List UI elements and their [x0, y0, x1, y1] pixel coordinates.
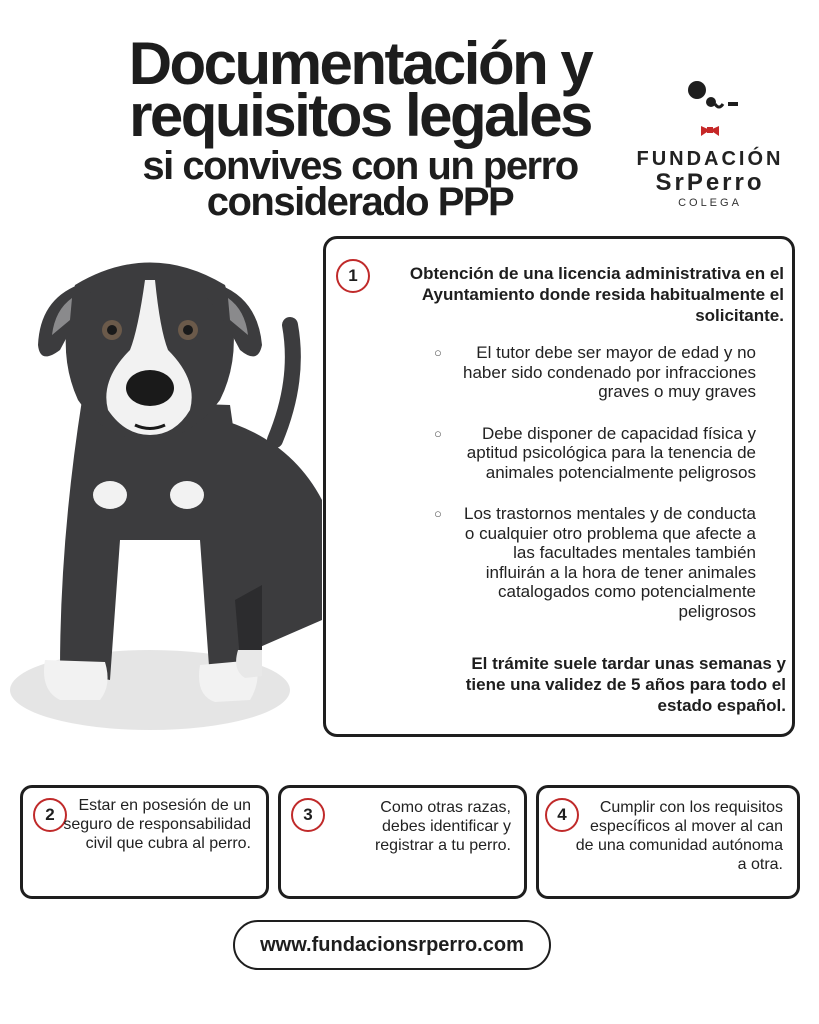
requirements-list [434, 343, 756, 643]
logo-name-line-1: FUNDACIÓN [636, 148, 784, 170]
insurance-box [20, 785, 269, 899]
travel-requirements-text: Cumplir con los requisitos específicos al mover al can de una comunidad autónoma a otra. [575, 799, 783, 873]
fundacion-logo [625, 80, 795, 209]
title-line-4: considerado PPP [206, 180, 514, 224]
license-requirements-box [323, 236, 795, 737]
bullet-circle-icon: ○ [434, 425, 442, 441]
title-line-3: si convives con un perro [142, 144, 578, 188]
bullet-circle-icon: ○ [434, 345, 442, 360]
travel-requirements-box [536, 785, 800, 899]
step-number-1: 1 [336, 259, 370, 293]
website-link[interactable]: www.fundacionsrperro.com [233, 920, 551, 970]
dog-illustration [0, 240, 330, 740]
list-item-text: El tutor debe ser mayor de edad y no haber sido condenado por infracciones graves o muy graves [463, 343, 756, 401]
insurance-text: Estar en posesión de un seguro de responsabilidad civil que cubra al perro. [63, 797, 251, 852]
bullet-circle-icon: ○ [434, 506, 442, 521]
identification-text: Como otras razas, debes identificar y registrar a tu perro. [374, 799, 511, 854]
title-line-2: requisitos legales [129, 82, 591, 149]
list-item [434, 424, 756, 483]
identification-box [278, 785, 527, 899]
list-item-text: Debe disponer de capacidad física y aptitud psicológica para la tenencia de animales potencialmente peligrosos [466, 423, 756, 482]
logo-name-line-2: SrPerro [655, 169, 765, 196]
step-number-3: 3 [291, 798, 325, 832]
step-number-4: 4 [545, 798, 579, 832]
procedure-note: El trámite suele tardar unas semanas y tiene una validez de 5 años para todo el estado español. [465, 654, 786, 715]
dog-face-bowtie-icon [675, 80, 745, 144]
page-title [70, 30, 650, 224]
list-item-text: Los trastornos mentales y de conducta o cualquier otro problema que afecte a las facultades mentales también influirán a la hora de tener animales catalogados como potencialmente peligrosos [464, 504, 756, 621]
list-item [434, 504, 756, 621]
title-line-1: Documentación y [128, 30, 592, 97]
step-number-2: 2 [33, 798, 67, 832]
license-heading: Obtención de una licencia administrativa en el Ayuntamiento donde resida habitualmente el solicitante. [409, 264, 784, 325]
logo-tagline: COLEGA [678, 197, 742, 209]
list-item [434, 343, 756, 402]
